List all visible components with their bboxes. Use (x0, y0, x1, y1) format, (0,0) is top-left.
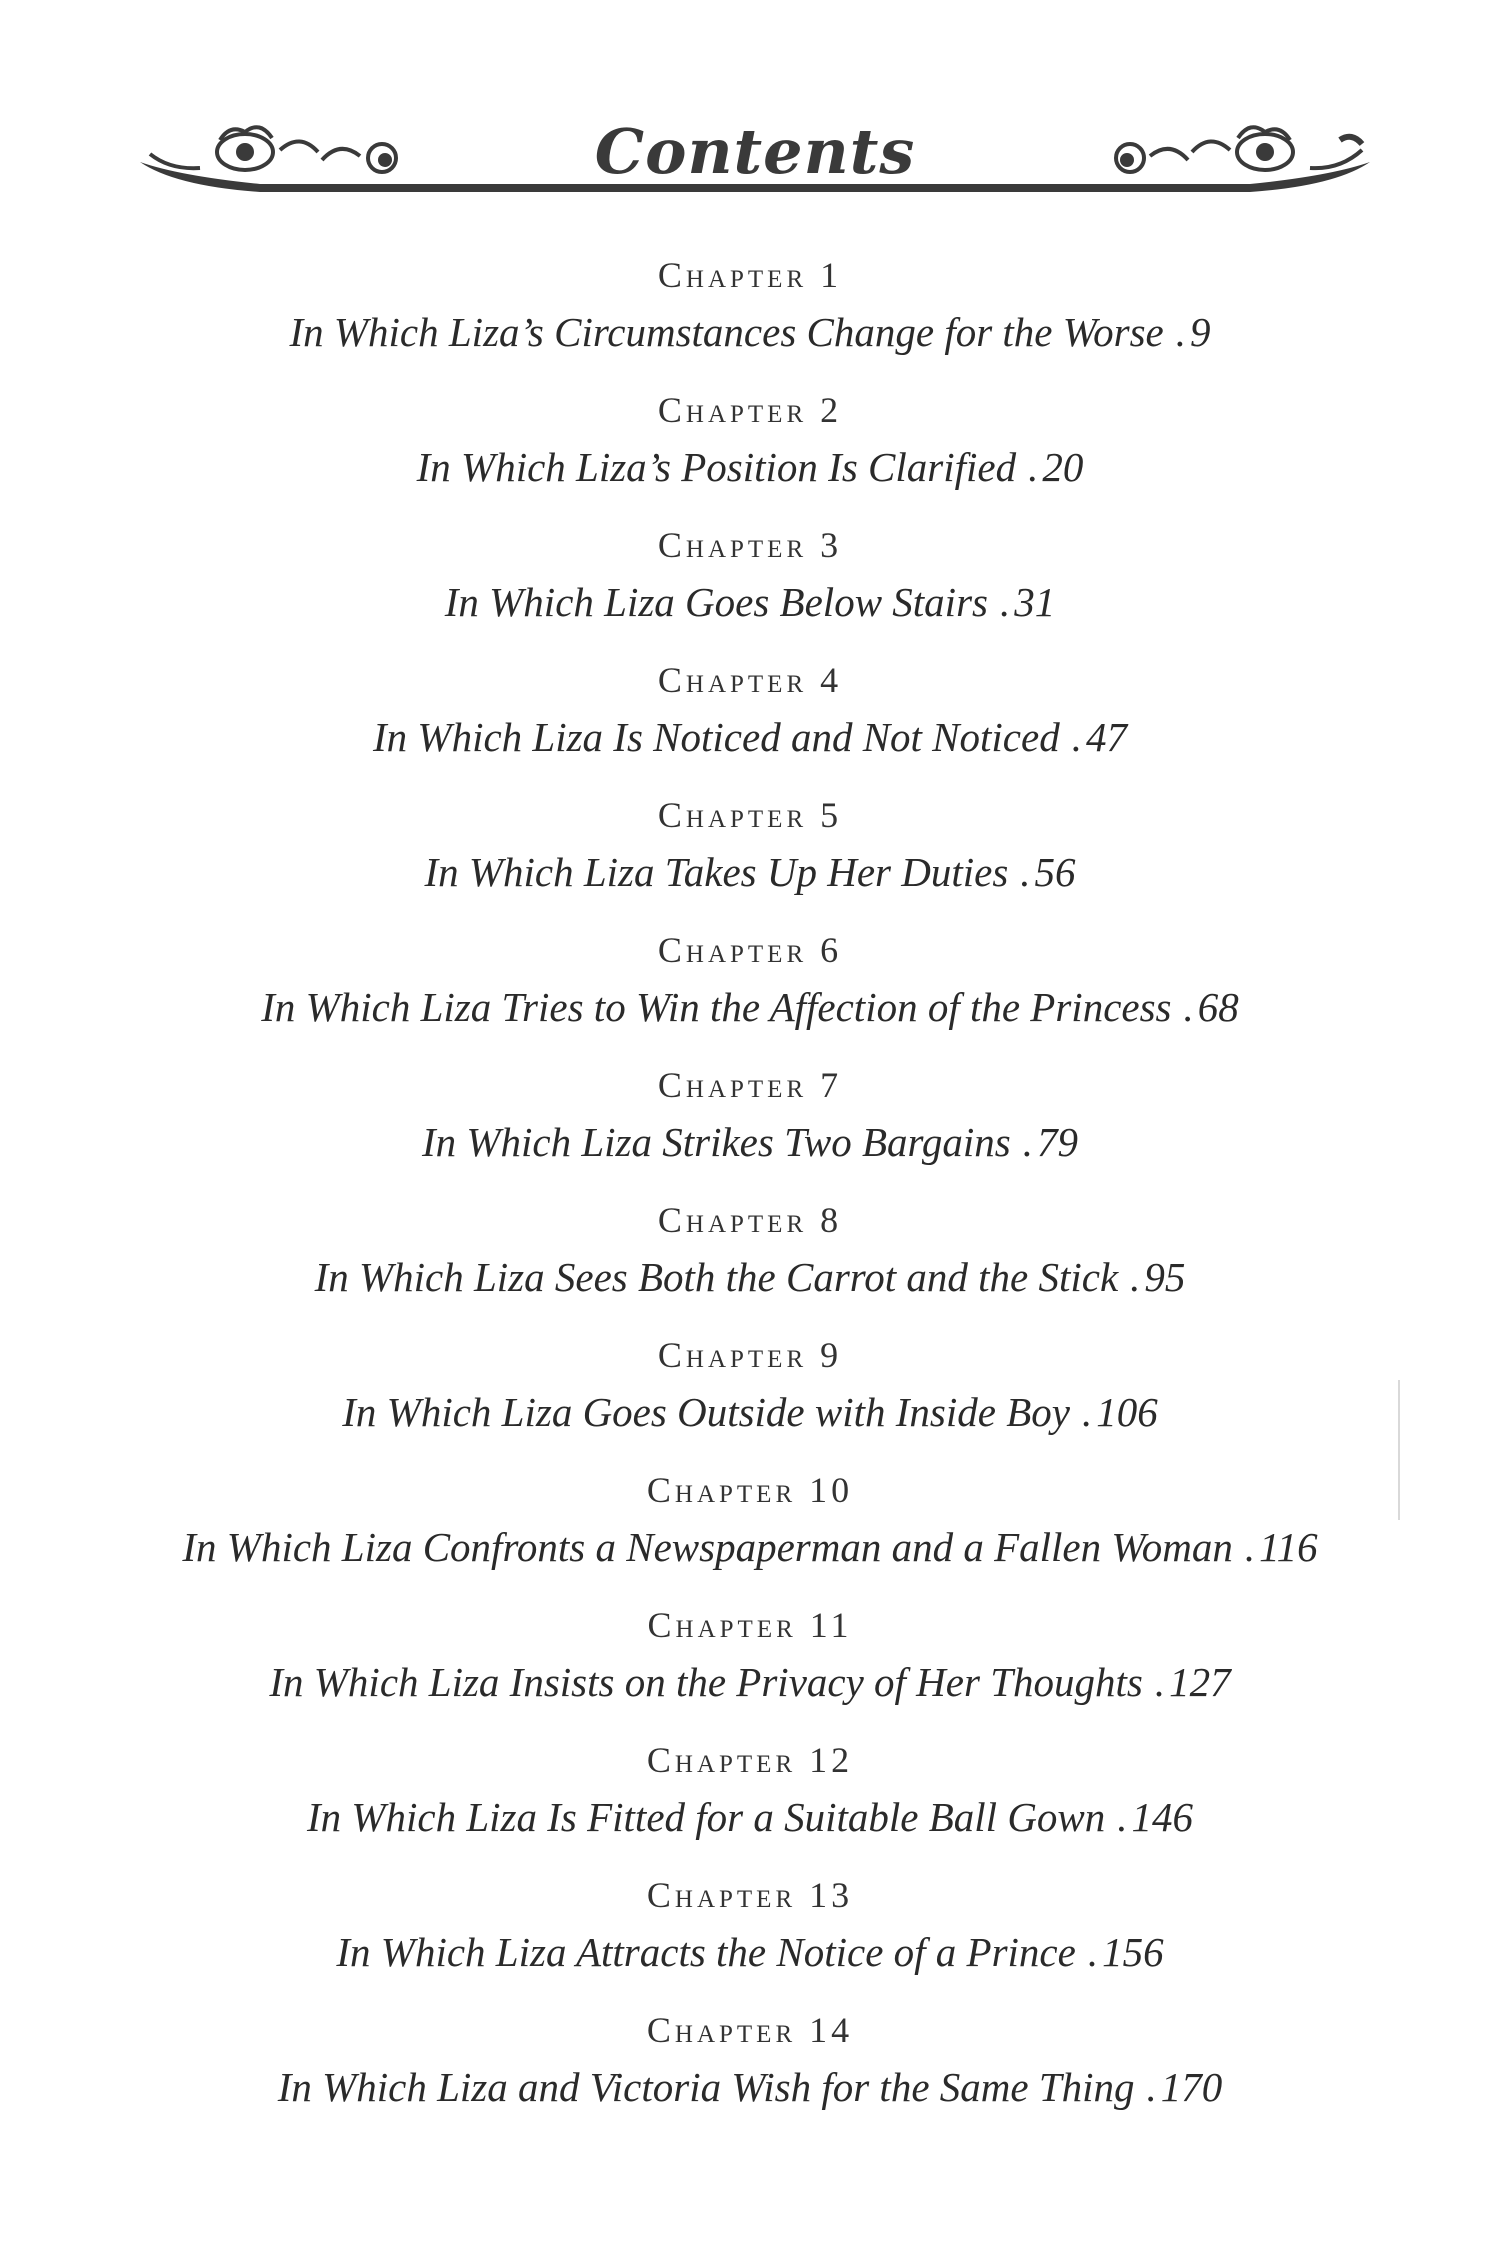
chapter-number: 3 (820, 525, 843, 565)
chapter-label (0, 655, 1500, 705)
chapter-prefix: Chapter (657, 660, 808, 700)
page-number: 106 (1096, 1389, 1158, 1435)
toc-entry (0, 1735, 1500, 1870)
page-number: 79 (1037, 1119, 1079, 1165)
chapter-title: In Which Liza and Victoria Wish for the Same Thing (277, 2064, 1135, 2110)
chapter-title-line (0, 435, 1500, 499)
chapter-prefix: Chapter (646, 2010, 797, 2050)
chapter-prefix: Chapter (657, 1335, 808, 1375)
chapter-number: 9 (820, 1335, 843, 1375)
chapter-label (0, 250, 1500, 300)
chapter-prefix: Chapter (657, 525, 808, 565)
chapter-label (0, 925, 1500, 975)
chapter-number: 13 (809, 1875, 854, 1915)
chapter-title-line (0, 705, 1500, 769)
chapter-title: In Which Liza Strikes Two Bargains (421, 1119, 1011, 1165)
chapter-prefix: Chapter (646, 1875, 797, 1915)
chapter-label (0, 2005, 1500, 2055)
chapter-prefix: Chapter (657, 795, 808, 835)
table-of-contents (0, 250, 1500, 2140)
toc-entry (0, 250, 1500, 385)
toc-entry (0, 1870, 1500, 2005)
chapter-title: In Which Liza Attracts the Notice of a Prince (336, 1929, 1076, 1975)
leader-dot: . (1020, 849, 1031, 895)
leader-dot: . (999, 579, 1011, 625)
toc-entry (0, 1600, 1500, 1735)
chapter-title: In Which Liza Takes Up Her Duties (424, 849, 1009, 895)
page-number: 95 (1144, 1254, 1186, 1300)
toc-entry (0, 520, 1500, 655)
page-number: 170 (1160, 2064, 1223, 2110)
chapter-title-line (0, 1245, 1500, 1309)
toc-entry (0, 385, 1500, 520)
chapter-number: 2 (820, 390, 843, 430)
chapter-number: 14 (809, 2010, 854, 2050)
chapter-title: In Which Liza Is Fitted for a Suitable Ball Gown (306, 1794, 1106, 1840)
chapter-number: 10 (809, 1470, 854, 1510)
chapter-number: 5 (820, 795, 843, 835)
toc-entry (0, 1465, 1500, 1600)
chapter-title-line (0, 840, 1500, 904)
chapter-number: 4 (820, 660, 843, 700)
chapter-title: In Which Liza Goes Outside with Inside Boy (342, 1389, 1070, 1435)
chapter-title: In Which Liza’s Position Is Clarified (416, 444, 1017, 490)
leader-dot: . (1028, 444, 1039, 490)
toc-entry (0, 925, 1500, 1060)
chapter-title-line (0, 1380, 1500, 1444)
chapter-title-line (0, 570, 1500, 634)
page-number: 156 (1102, 1929, 1164, 1975)
chapter-prefix: Chapter (646, 1470, 797, 1510)
chapter-title: In Which Liza Tries to Win the Affection of the Princess (261, 984, 1172, 1030)
chapter-title-line (0, 1650, 1500, 1714)
page-number: 146 (1131, 1794, 1194, 1840)
chapter-prefix: Chapter (647, 1605, 797, 1645)
toc-entry (0, 790, 1500, 925)
toc-entry (0, 1195, 1500, 1330)
chapter-label (0, 520, 1500, 570)
leader-dot: . (1022, 1119, 1034, 1165)
scan-artifact (1398, 1380, 1400, 1520)
chapter-title-line (0, 1785, 1500, 1849)
chapter-label (0, 1600, 1500, 1650)
page-number: 56 (1034, 849, 1076, 895)
chapter-prefix: Chapter (657, 1200, 808, 1240)
leader-dot: . (1244, 1524, 1256, 1570)
leader-dot: . (1087, 1929, 1099, 1975)
chapter-prefix: Chapter (657, 1065, 808, 1105)
chapter-number: 11 (809, 1605, 853, 1645)
chapter-prefix: Chapter (657, 390, 808, 430)
chapter-title: In Which Liza Insists on the Privacy of Her Thoughts (269, 1659, 1143, 1705)
chapter-number: 1 (820, 255, 843, 295)
page-number: 68 (1197, 984, 1239, 1030)
chapter-prefix: Chapter (657, 255, 808, 295)
chapter-title-line (0, 300, 1500, 364)
chapter-title: In Which Liza’s Circumstances Change for the Worse (289, 309, 1164, 355)
chapter-label (0, 1060, 1500, 1110)
chapter-number: 12 (809, 1740, 854, 1780)
chapter-title: In Which Liza Goes Below Stairs (444, 579, 988, 625)
toc-entry (0, 655, 1500, 790)
page-number: 47 (1085, 714, 1127, 760)
chapter-title: In Which Liza Confronts a Newspaperman and a Fallen Woman (182, 1524, 1233, 1570)
chapter-title-line (0, 1110, 1500, 1174)
leader-dot: . (1146, 2064, 1157, 2110)
leader-dot: . (1071, 714, 1082, 760)
chapter-label (0, 1195, 1500, 1245)
chapter-label (0, 1330, 1500, 1380)
toc-entry (0, 2005, 1500, 2140)
leader-dot: . (1175, 309, 1187, 355)
chapter-label (0, 1870, 1500, 1920)
chapter-prefix: Chapter (646, 1740, 797, 1780)
chapter-title-line (0, 1515, 1500, 1579)
chapter-label (0, 385, 1500, 435)
leader-dot: . (1183, 984, 1194, 1030)
chapter-label (0, 1735, 1500, 1785)
chapter-number: 6 (820, 930, 843, 970)
toc-entry (0, 1060, 1500, 1195)
leader-dot: . (1117, 1794, 1128, 1840)
page-number: 20 (1042, 444, 1084, 490)
chapter-number: 7 (820, 1065, 843, 1105)
page-number: 31 (1014, 579, 1056, 625)
chapter-title-line (0, 975, 1500, 1039)
chapter-title: In Which Liza Sees Both the Carrot and the Stick (314, 1254, 1119, 1300)
chapter-number: 8 (820, 1200, 843, 1240)
chapter-title-line (0, 1920, 1500, 1984)
page-number: 9 (1190, 309, 1211, 355)
page-number: 127 (1169, 1659, 1231, 1705)
chapter-title: In Which Liza Is Noticed and Not Noticed (373, 714, 1060, 760)
chapter-label (0, 1465, 1500, 1515)
page-title: Contents (594, 115, 916, 188)
chapter-title-line (0, 2055, 1500, 2119)
chapter-prefix: Chapter (657, 930, 808, 970)
leader-dot: . (1154, 1659, 1166, 1705)
contents-header (140, 110, 1370, 230)
leader-dot: . (1081, 1389, 1093, 1435)
leader-dot: . (1130, 1254, 1141, 1300)
chapter-label (0, 790, 1500, 840)
toc-entry (0, 1330, 1500, 1465)
page-number: 116 (1259, 1524, 1318, 1570)
